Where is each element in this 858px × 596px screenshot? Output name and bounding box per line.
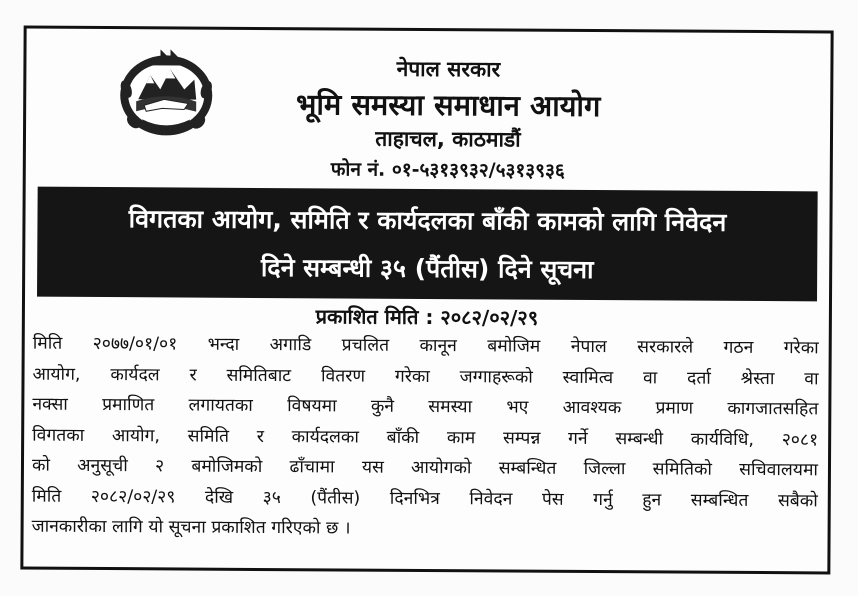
body-line: विगतका आयोग, समिति र कार्यदलका बाँकी काम सम्पन्न गर्ने सम्बन्धी कार्यविधि, २०८१ (32, 425, 819, 450)
notice-frame (20, 26, 833, 575)
body-line: मिति २०७७/०१/०१ भन्दा अगाडि प्रचलित कानून बमोजिम नेपाल सरकारले गठन गरेका (32, 333, 819, 359)
notice-title-line-2: दिने सम्बन्धी ३५ (पैंतीस) दिने सूचना (260, 252, 594, 285)
body-line: को अनुसूची २ बमोजिमको ढाँचामा यस आयोगको सम्बन्धित जिल्ला समितिको सचिवालयमा (31, 455, 819, 481)
body-line: आयोग, कार्यदल र समितिबाट वितरण गरेका जग्गाहरूको स्वामित्व वा दर्ता श्रेस्ता वा (32, 364, 819, 389)
published-date: प्रकाशित मिति : २०८२/०२/२९ (315, 304, 539, 330)
body-line: मिति २०८२/०२/२९ देखि ३५ (पैंतीस) दिनभित्र निवेदन पेस गर्नु हुन सम्बन्धित सबैको (31, 486, 818, 511)
body-line: नक्सा प्रमाणित लगायतका विषयमा कुनै समस्या भए आवश्यक प्रमाण कागजातसहित (32, 394, 819, 420)
body-line: जानकारीका लागि यो सूचना प्रकाशित गरिएको छ । (31, 516, 351, 539)
notice-body (32, 329, 819, 547)
organization-name: भूमि समस्या समाधान आयोग (295, 87, 601, 124)
phone-number: फोन नं. ०१-५३१३९३२/५३१३९३६ (330, 158, 565, 182)
notice-title-line-1: विगतका आयोग, समिति र कार्यदलका बाँकी कामको लागि निवेदन (128, 204, 727, 237)
notice-title-band (37, 187, 818, 302)
organization-location: ताहाचल, काठमाडौं (375, 126, 521, 152)
government-name: नेपाल सरकार (396, 56, 501, 82)
